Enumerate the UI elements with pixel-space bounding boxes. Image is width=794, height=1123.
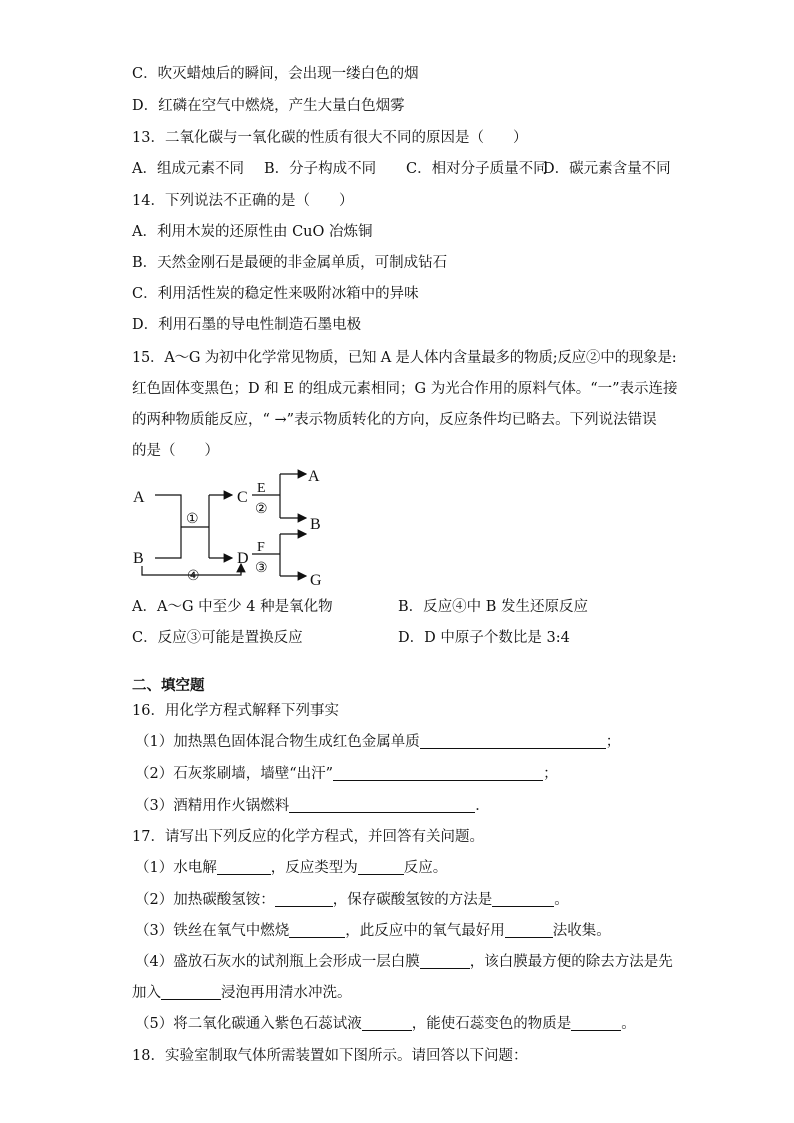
diagram-label-e: E xyxy=(257,481,266,496)
q13-option-d: D．碳元素含量不同 xyxy=(543,161,671,177)
q12-option-d: D．红磷在空气中燃烧，产生大量白色烟雾 xyxy=(132,98,405,114)
q14-option-b: B．天然金刚石是最硬的非金属单质，可制成钻石 xyxy=(132,255,448,271)
q13-option-c: C．相对分子质量不同 xyxy=(406,161,548,177)
diagram-output-g: G xyxy=(310,572,322,589)
diagram-reaction-2: ② xyxy=(255,502,268,517)
q14-option-a: A．利用木炭的还原性由 CuO 冶炼铜 xyxy=(132,224,373,240)
section-2-title: 二、填空题 xyxy=(132,678,205,694)
q14-option-d: D．利用石墨的导电性制造石墨电极 xyxy=(132,317,362,333)
diagram-label-c: C xyxy=(237,489,248,506)
answer-blank[interactable] xyxy=(333,766,543,781)
q17-item-3: （3）铁丝在氧气中燃烧 ，此反应中的氧气最好用 法收集。 xyxy=(135,923,611,939)
q14-stem: 14．下列说法不正确的是（ ） xyxy=(132,193,354,209)
answer-blank[interactable] xyxy=(571,1016,621,1031)
diagram-output-a: A xyxy=(308,468,320,485)
q15-option-c: C．反应③可能是置换反应 xyxy=(132,630,303,646)
answer-blank[interactable] xyxy=(289,798,475,813)
q16-item-2: （2）石灰浆刷墙，墙壁“出汗” ； xyxy=(135,766,558,782)
answer-blank[interactable] xyxy=(275,892,333,907)
diagram-label-a: A xyxy=(133,489,145,506)
answer-blank[interactable] xyxy=(420,954,470,969)
q15-stem-1: 15．A～G 为初中化学常见物质，已知 A 是人体内含量最多的物质;反应②中的现象是: xyxy=(132,350,677,366)
q15-stem-3: 的两种物质能反应，“ →”表示物质转化的方向，反应条件均已略去。下列说法错误 xyxy=(132,412,657,428)
q17-item-4: （4）盛放石灰水的试剂瓶上会形成一层白膜 ，该白膜最方便的除去方法是先 xyxy=(135,954,673,970)
answer-blank[interactable] xyxy=(505,923,553,938)
q15-option-d: D．D 中原子个数比是 3:4 xyxy=(398,630,570,646)
answer-blank[interactable] xyxy=(161,985,221,1000)
answer-blank[interactable] xyxy=(420,734,606,749)
q12-option-c: C．吹灭蜡烛后的瞬间，会出现一缕白色的烟 xyxy=(132,66,419,82)
q15-stem-2: 红色固体变黑色；D 和 E 的组成元素相同；G 为光合作用的原料气体。“一”表示连接 xyxy=(132,381,678,397)
diagram-label-b: B xyxy=(133,550,144,567)
diagram-label-d: D xyxy=(237,550,249,567)
reaction-diagram xyxy=(128,462,338,590)
answer-blank[interactable] xyxy=(358,860,404,875)
q15-stem-4: 的是（ ） xyxy=(132,443,219,459)
diagram-reaction-1: ① xyxy=(186,512,199,527)
q15-option-b: B．反应④中 B 发生还原反应 xyxy=(398,599,589,615)
answer-blank[interactable] xyxy=(217,860,271,875)
diagram-output-b: B xyxy=(310,516,321,533)
q17-item-2: （2）加热碳酸氢铵： ，保存碳酸氢铵的方法是 。 xyxy=(135,892,569,908)
q13-stem: 13．二氧化碳与一氧化碳的性质有很大不同的原因是（ ） xyxy=(132,130,528,146)
q17-item-4-cont: 加入 浸泡再用清水冲洗。 xyxy=(132,985,352,1001)
q14-option-c: C．利用活性炭的稳定性来吸附冰箱中的异味 xyxy=(132,286,419,302)
q15-option-a: A．A～G 中至少 4 种是氧化物 xyxy=(132,599,333,615)
answer-blank[interactable] xyxy=(492,892,554,907)
q16-item-1: （1）加热黑色固体混合物生成红色金属单质 ； xyxy=(135,734,621,750)
q16-stem: 16．用化学方程式解释下列事实 xyxy=(132,703,339,719)
answer-blank[interactable] xyxy=(362,1016,412,1031)
q17-stem: 17．请写出下列反应的化学方程式，并回答有关问题。 xyxy=(132,829,484,845)
diagram-label-f: F xyxy=(257,540,265,555)
q18-stem: 18．实验室制取气体所需装置如下图所示。请回答以下问题： xyxy=(132,1048,528,1064)
diagram-reaction-4: ④ xyxy=(187,569,200,584)
q17-item-1: （1）水电解 ，反应类型为 反应。 xyxy=(135,860,448,876)
q16-item-3: （3）酒精用作火锅燃料 ． xyxy=(135,798,490,814)
q17-item-5: （5）将二氧化碳通入紫色石蕊试液 ，能使石蕊变色的物质是 。 xyxy=(135,1016,636,1032)
answer-blank[interactable] xyxy=(289,923,345,938)
q13-option-b: B．分子构成不同 xyxy=(264,161,377,177)
diagram-reaction-3: ③ xyxy=(255,561,268,576)
q13-option-a: A．组成元素不同 xyxy=(132,161,244,177)
